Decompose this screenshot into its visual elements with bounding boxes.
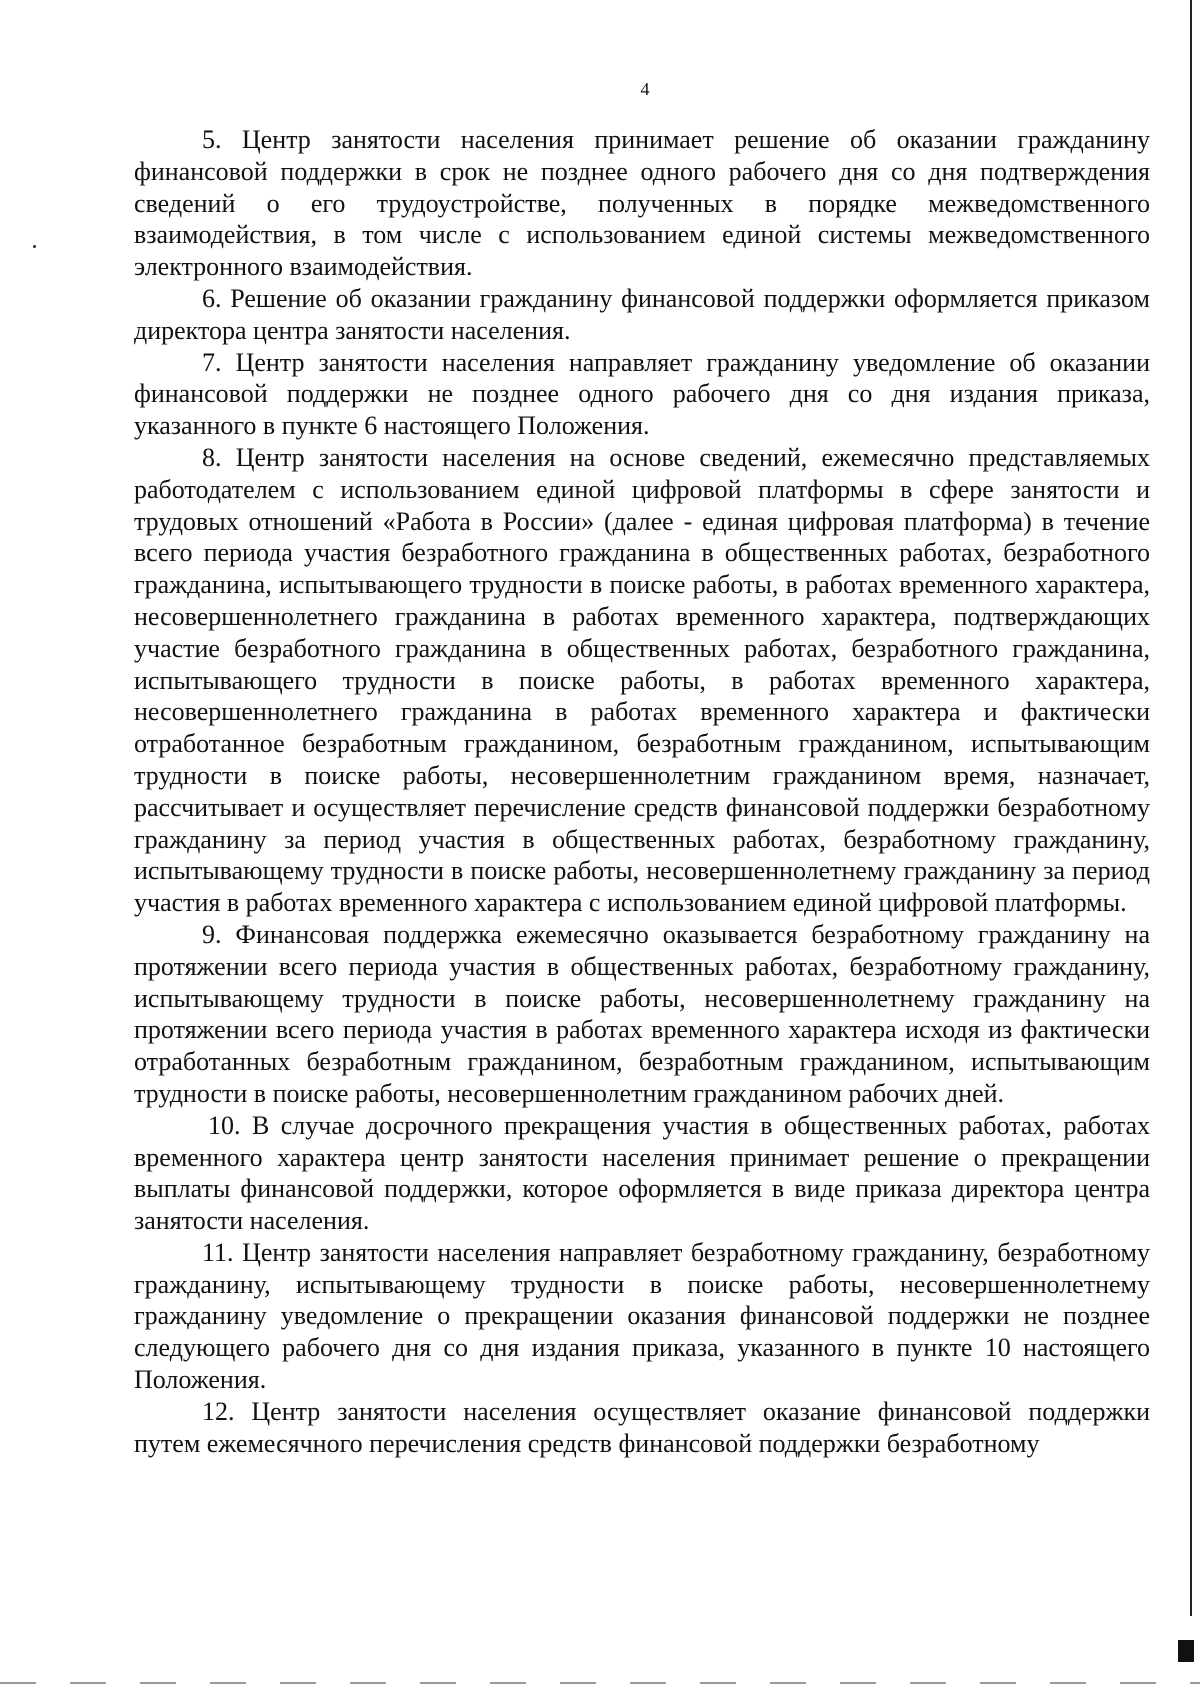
scan-corner-mark — [1178, 1640, 1194, 1662]
scan-bottom-border — [0, 1682, 1200, 1684]
scan-speck — [33, 245, 36, 248]
paragraph-10: 10. В случае досрочного прекращения участия в общественных работах, работах временного характера центр занятости населения принимает решение о прекращении выплаты финансовой поддержки, которое оформляется в виде приказа директора центра занятости населения. — [134, 1110, 1150, 1236]
paragraph-5: 5. Центр занятости населения принимает решение об оказании гражданину финансовой поддержки в срок не позднее одного рабочего дня со дня подтверждения сведений о его трудоустройстве, полученных в порядке межведомственного взаимодействия, в том числе с использованием единой системы межведомственного электронного взаимодействия. — [134, 125, 1150, 282]
document-body — [134, 124, 1150, 1459]
page-number: 4 — [640, 79, 650, 99]
paragraph-7: 7. Центр занятости населения направляет гражданину уведомление об оказании финансовой поддержки не позднее одного рабочего дня со дня издания приказа, указанного в пункте 6 настоящего Положения. — [134, 347, 1150, 441]
scan-edge-line — [1190, 0, 1192, 1616]
paragraph-6: 6. Решение об оказании гражданину финансовой поддержки оформляется приказом директора центра занятости населения. — [134, 283, 1150, 345]
paragraph-12: 12. Центр занятости населения осуществляет оказание финансовой поддержки путем ежемесячного перечисления средств финансовой поддержки безработному — [134, 1396, 1150, 1458]
paragraph-11: 11. Центр занятости населения направляет безработному гражданину, безработному гражданину, испытывающему трудности в поиске работы, несовершеннолетнему гражданину уведомление о прекращении оказания финансовой поддержки не позднее следующего рабочего дня со дня издания приказа, указанного в пункте 10 настоящего Положения. — [134, 1237, 1150, 1395]
paragraph-8: 8. Центр занятости населения на основе сведений, ежемесячно представляемых работодателем с использованием единой цифровой платформы в сфере занятости и трудовых отношений «Работа в России» (далее - единая цифровая платформа) в течение всего периода участия безработного гражданина в общественных работах, безработного гражданина, испытывающего трудности в поиске работы, в работах временного характера, несовершеннолетнего гражданина в работах временного характера, подтверждающих участие безработного гражданина в общественных работах, безработного гражданина, испытывающего трудности в поиске работы, в работах временного характера, несовершеннолетнего гражданина в работах временного характера и фактически отработанное безработным гражданином, безработным гражданином, испытывающим трудности в поиске работы, несовершеннолетним гражданином время, назначает, рассчитывает и осуществляет перечисление средств финансовой поддержки безработному гражданину за период участия в общественных работах, безработному гражданину, испытывающему трудности в поиске работы, несовершеннолетнему гражданину за период участия в работах временного характера с использованием единой цифровой платформы. — [134, 442, 1150, 918]
paragraph-9: 9. Финансовая поддержка ежемесячно оказывается безработному гражданину на протяжении всего периода участия в общественных работах, безработному гражданину, испытывающему трудности в поиске работы, несовершеннолетнему гражданину на протяжении всего периода участия в работах временного характера исходя из фактически отработанных безработным гражданином, безработным гражданином, испытывающим трудности в поиске работы, несовершеннолетним гражданином рабочих дней. — [134, 919, 1150, 1108]
